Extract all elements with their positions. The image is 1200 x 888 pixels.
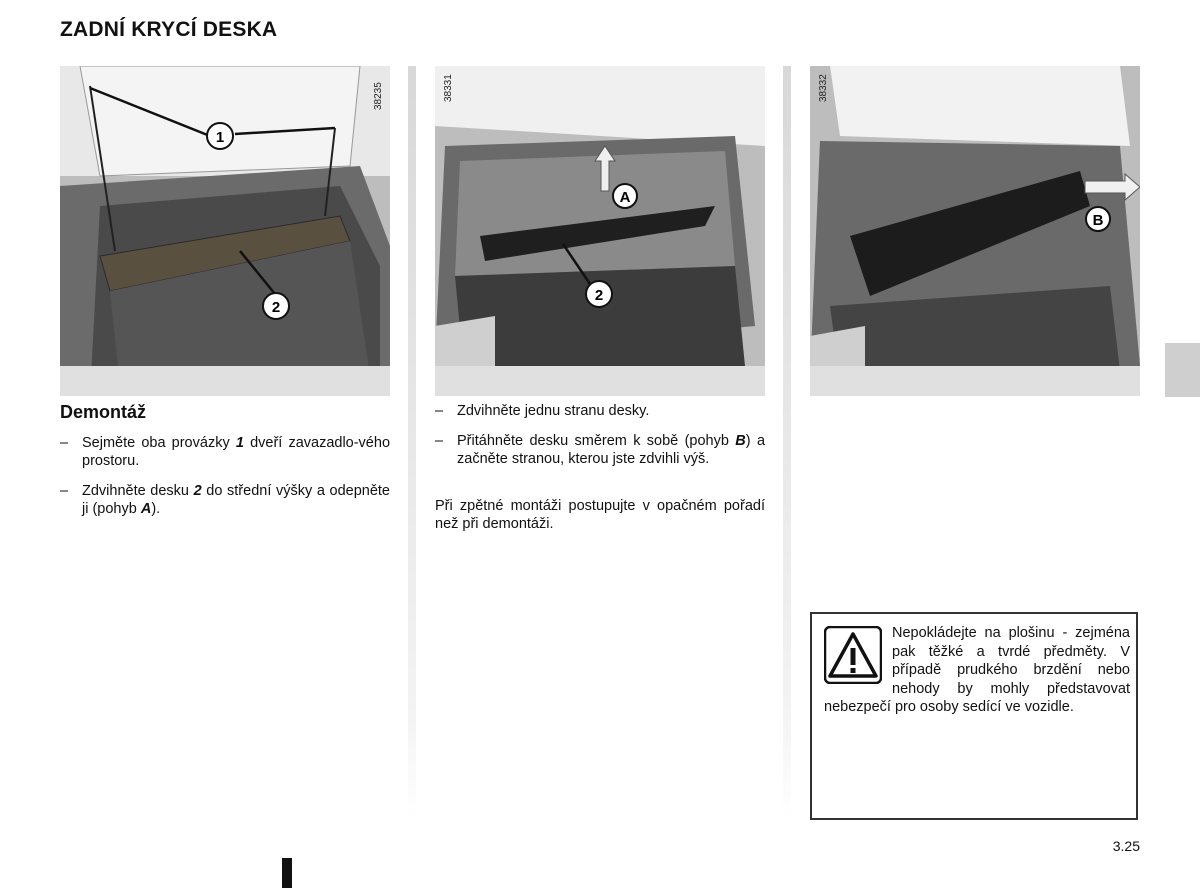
callout-2: 2: [271, 299, 281, 316]
warning-triangle-icon: [824, 626, 882, 684]
margin-mark: [282, 858, 292, 888]
item-text: do střední výšky a odepněte ji (pohyb: [82, 483, 390, 517]
section-heading: Demontáž: [60, 402, 147, 422]
list-dash: –: [435, 433, 444, 449]
ref-letter: A: [140, 501, 152, 517]
item-text: Sejměte oba provázky: [82, 435, 236, 451]
instruction-item: [435, 432, 765, 468]
item-text: ).: [151, 501, 161, 517]
warning-text: Nepokládejte na plošinu - zejména pak těžké a tvrdé předměty. V případě prudkého brzdění nebo nehody by mohly představovat nebezpečí pro osoby sedící ve vozidle.: [824, 625, 1130, 715]
instruction-item: [60, 434, 390, 470]
page-number: 3.25: [1112, 838, 1140, 854]
item-text: ) a začněte stranou, kterou jste zdvihli výš.: [457, 433, 766, 467]
item-text: Přitáhněte desku směrem k sobě (pohyb: [457, 433, 736, 449]
list-dash: –: [60, 435, 69, 451]
column-divider: [783, 66, 791, 820]
photo-code: 38235: [373, 82, 384, 110]
reassembly-note: Při zpětné montáži postupujte v opačném pořadí než při demontáži.: [435, 498, 765, 532]
list-dash: –: [60, 483, 69, 499]
photo-cover-strings: [60, 66, 390, 396]
photo-code: 38331: [443, 74, 454, 102]
photo-code: 38332: [818, 74, 829, 102]
callout-2: 2: [594, 287, 604, 304]
instruction-item: [60, 482, 390, 518]
callout-B: B: [1092, 212, 1104, 229]
page-title: ZADNÍ KRYCÍ DESKA: [60, 18, 278, 41]
callout-A: A: [619, 189, 631, 206]
ref-number: 1: [235, 435, 244, 451]
photo-cover-lift: [435, 66, 765, 396]
chapter-tab: [1165, 343, 1200, 397]
item-text: Zdvihněte jednu stranu desky.: [457, 403, 650, 419]
item-text: dveří zavazadlo-vého prostoru.: [82, 435, 391, 469]
list-dash: –: [435, 403, 444, 419]
ref-number: 2: [193, 483, 202, 499]
callout-1: 1: [215, 129, 225, 146]
photo-cover-pull: [810, 66, 1140, 396]
item-text: Zdvihněte desku: [82, 483, 194, 499]
column-divider: [408, 66, 416, 820]
ref-letter: B: [735, 433, 746, 449]
instruction-item: [435, 402, 765, 420]
warning-box: [810, 612, 1138, 820]
